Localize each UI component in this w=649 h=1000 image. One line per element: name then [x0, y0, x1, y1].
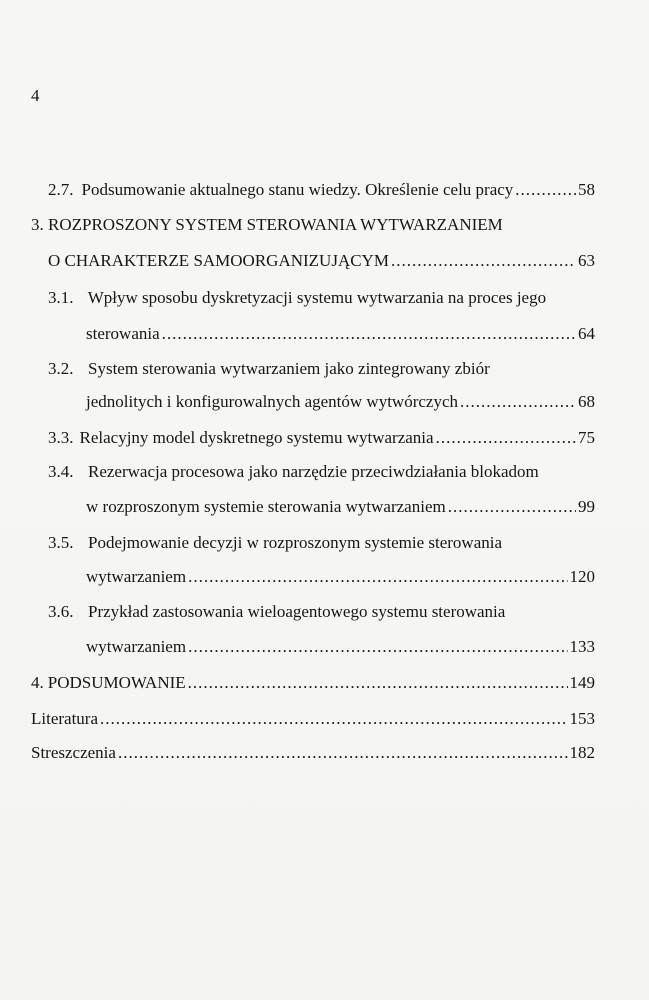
- toc-entry-3-2-line2: [86, 392, 595, 412]
- toc-number: 3.1.: [48, 288, 74, 307]
- dot-leader: [515, 180, 576, 200]
- dot-leader: [460, 392, 576, 412]
- toc-title-line2: sterowania: [86, 324, 160, 343]
- toc-page: 99: [578, 497, 595, 516]
- toc-title: Podsumowanie aktualnego stanu wiedzy. Określenie celu pracy: [81, 180, 514, 199]
- toc-entry-3-line1: [31, 215, 503, 235]
- toc-entry-3-6-line1: [48, 602, 505, 622]
- toc-page: 182: [569, 743, 595, 762]
- toc-number: 2.7.: [48, 180, 74, 199]
- toc-number: 3.2.: [48, 359, 74, 378]
- toc-title-line1: System sterowania wytwarzaniem jako zintegrowany zbiór: [88, 359, 490, 378]
- toc-entry-3-2-line1: [48, 359, 490, 379]
- dot-leader: [188, 567, 567, 587]
- toc-page: 75: [578, 428, 595, 447]
- toc-entry-2-7: [48, 180, 595, 200]
- page-number: 4: [31, 86, 40, 105]
- dot-leader: [162, 324, 576, 344]
- toc-number: 3.: [31, 215, 44, 234]
- toc-entry-literatura: [31, 709, 595, 729]
- toc-entry-3-5-line2: [86, 567, 595, 587]
- toc-number: 3.4.: [48, 462, 74, 481]
- toc-title-line1: ROZPROSZONY SYSTEM STEROWANIA WYTWARZANIEM: [48, 215, 503, 234]
- toc-number: 3.3.: [48, 428, 74, 447]
- toc-entry-4: [31, 673, 595, 693]
- toc-title-line1: Przykład zastosowania wieloagentowego systemu sterowania: [88, 602, 506, 621]
- toc-page: 58: [578, 180, 595, 199]
- toc-page: 68: [578, 392, 595, 411]
- dot-leader: [448, 497, 576, 517]
- toc-title: Literatura: [31, 709, 99, 728]
- toc-page: 63: [578, 251, 595, 270]
- toc-entry-3-3: [48, 428, 595, 448]
- dot-leader: [436, 428, 576, 448]
- toc-title-line2: jednolitych i konfigurowalnych agentów wytwórczych: [86, 392, 459, 411]
- dot-leader: [188, 673, 568, 693]
- toc-page: 64: [578, 324, 595, 343]
- toc-number: 3.6.: [48, 602, 74, 621]
- toc-entry-streszczenia: [31, 743, 595, 763]
- toc-page: 120: [569, 567, 595, 586]
- toc-title-line2: O CHARAKTERZE SAMOORGANIZUJĄCYM: [48, 251, 389, 270]
- toc-entry-3-line2: [48, 251, 595, 271]
- toc-entry-3-1-line2: [86, 324, 595, 344]
- toc-title-line1: Wpływ sposobu dyskretyzacji systemu wytwarzania na proces jego: [87, 288, 547, 307]
- toc-title-line2: w rozproszonym systemie sterowania wytwarzaniem: [86, 497, 446, 516]
- toc-entry-3-5-line1: [48, 533, 502, 553]
- toc-title-line1: Podejmowanie decyzji w rozproszonym systemie sterowania: [88, 533, 503, 552]
- toc-title-line2: wytwarzaniem: [86, 567, 187, 586]
- dot-leader: [188, 637, 567, 657]
- dot-leader: [391, 251, 576, 271]
- toc-number: 4.: [31, 673, 44, 692]
- toc-title: Streszczenia: [31, 743, 116, 762]
- toc-page: 149: [569, 673, 595, 692]
- toc-title: Relacyjny model dyskretnego systemu wytwarzania: [79, 428, 434, 447]
- dot-leader: [118, 743, 568, 763]
- toc-entry-3-4-line2: [86, 497, 595, 517]
- toc-title-line2: wytwarzaniem: [86, 637, 187, 656]
- toc-number: 3.5.: [48, 533, 74, 552]
- toc-entry-3-1-line1: [48, 288, 546, 308]
- toc-page: 153: [569, 709, 595, 728]
- toc-page: 133: [569, 637, 595, 656]
- toc-entry-3-4-line1: [48, 462, 539, 482]
- toc-title-line1: Rezerwacja procesowa jako narzędzie przeciwdziałania blokadom: [88, 462, 539, 481]
- toc-title: PODSUMOWANIE: [47, 673, 186, 692]
- dot-leader: [100, 709, 567, 729]
- toc-entry-3-6-line2: [86, 637, 595, 657]
